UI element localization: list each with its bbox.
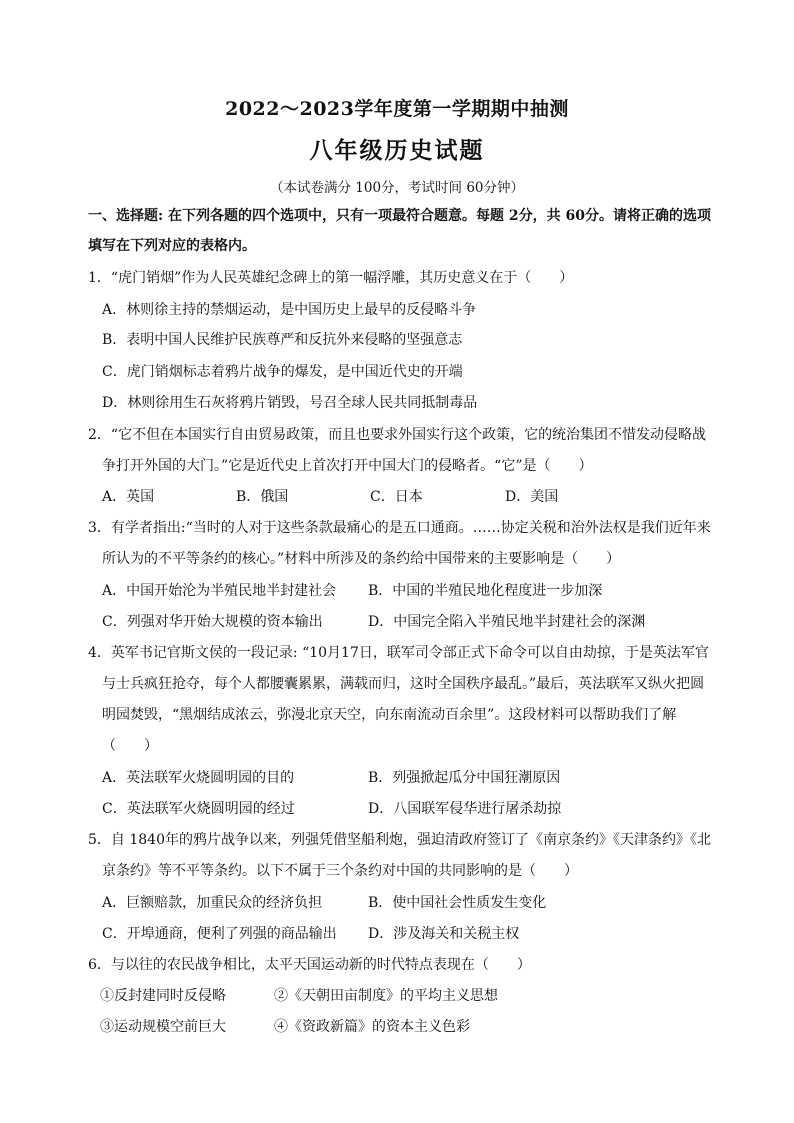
question-2-option-a: A．英国	[102, 489, 155, 505]
question-5-option-a: A．巨额赔款，加重民众的经济负担	[102, 895, 323, 911]
question-4-stem-line-4: （ ）	[102, 738, 158, 754]
question-4-stem-line-1: 4．英军书记官斯文侯的一段记录: “10月17日，联军司令部正式下命令可以自由劫掠，于是英法军官	[88, 645, 709, 661]
question-6-statement-3: ③运动规模空前巨大	[100, 1019, 226, 1035]
question-4-stem-line-2: 与士兵疯狂抢夺，每个人都腰囊累累，满载而归，这时全国秩序最乱。”最后，英法联军又纵火把圆	[102, 676, 705, 692]
question-6-statement-2: ②《天朝田亩制度》的平均主义思想	[274, 988, 498, 1004]
question-5-option-d: D．涉及海关和关税主权	[368, 926, 520, 942]
question-5-stem-line-2: 京条约》等不平等条约。以下不属于三个条约对中国的共同影响的是（ ）	[102, 863, 578, 879]
section-instruction-line-1: 一、选择题: 在下列各题的四个选项中，只有一项最符合题意。每题 2分，共 60分。请将正确的选项	[88, 208, 712, 224]
question-4-option-c: C．英法联军火烧圆明园的经过	[102, 801, 295, 817]
question-6-statement-1: ①反封建同时反侵略	[100, 988, 226, 1004]
question-5-stem-line-1: 5．自 1840年的鸦片战争以来，列强凭借坚船利炮，强迫清政府签订了《南京条约》《天津条约》《北	[88, 832, 711, 848]
question-4-option-d: D．八国联军侵华进行屠杀劫掠	[368, 801, 562, 817]
question-3-option-d: D．中国完全陷入半殖民地半封建社会的深渊	[368, 614, 646, 630]
question-4-stem-line-3: 明园焚毁，“黑烟结成浓云，弥漫北京天空，向东南流动百余里”。这段材料可以帮助我们了解	[102, 707, 677, 723]
question-1-stem: 1．“虎门销烟”作为人民英雄纪念碑上的第一幅浮雕，其历史意义在于（ ）	[88, 270, 574, 286]
exam-subtitle: 八年级历史试题	[309, 137, 485, 164]
question-1-option-b: B．表明中国人民维护民族尊严和反抗外来侵略的坚强意志	[102, 332, 463, 348]
section-instruction-line-2: 填写在下列对应的表格内。	[88, 238, 256, 254]
question-2-option-b: B．俄国	[236, 489, 289, 505]
question-2-stem-line-1: 2．“它不但在本国实行自由贸易政策，而且也要求外国实行这个政策，它的统治集团不惜发动侵略战	[88, 427, 707, 443]
question-2-option-d: D．美国	[505, 489, 559, 505]
question-1-option-a: A．林则徐主持的禁烟运动，是中国历史上最早的反侵略斗争	[102, 302, 477, 318]
question-3-option-a: A．中国开始沦为半殖民地半封建社会	[102, 583, 337, 599]
question-3-option-c: C．列强对华开始大规模的资本输出	[102, 614, 323, 630]
question-4-option-b: B．列强掀起瓜分中国狂潮原因	[368, 770, 561, 786]
question-2-option-c: C．日本	[370, 489, 423, 505]
question-3-stem-line-2: 所认为的不平等条约的核心。”材料中所涉及的条约给中国带来的主要影响是（ ）	[102, 551, 621, 567]
question-4-option-a: A．英法联军火烧圆明园的目的	[102, 770, 295, 786]
question-1-option-c: C．虎门销烟标志着鸦片战争的爆发，是中国近代史的开端	[102, 364, 463, 380]
question-3-stem-line-1: 3．有学者指出:“当时的人对于这些条款最痛心的是五口通商。……协定关税和治外法权是我们近年来	[88, 520, 711, 536]
question-5-option-b: B．使中国社会性质发生变化	[368, 895, 547, 911]
question-6-stem: 6．与以往的农民战争相比，太平天国运动新的时代特点表现在（ ）	[88, 957, 531, 973]
question-5-option-c: C．开埠通商，便利了列强的商品输出	[102, 926, 337, 942]
exam-title: 2022～2023学年度第一学期期中抽测	[225, 98, 569, 120]
question-1-option-d: D．林则徐用生石灰将鸦片销毁，号召全球人民共同抵制毒品	[102, 395, 478, 411]
question-3-option-b: B．中国的半殖民地化程度进一步加深	[368, 583, 603, 599]
question-6-statement-4: ④《资政新篇》的资本主义色彩	[274, 1019, 470, 1035]
exam-note: （本试卷满分 100分，考试时间 60分钟）	[269, 180, 525, 196]
question-2-stem-line-2: 争打开外国的大门。”它是近代史上首次打开中国大门的侵略者。“它”是（ ）	[102, 458, 593, 474]
